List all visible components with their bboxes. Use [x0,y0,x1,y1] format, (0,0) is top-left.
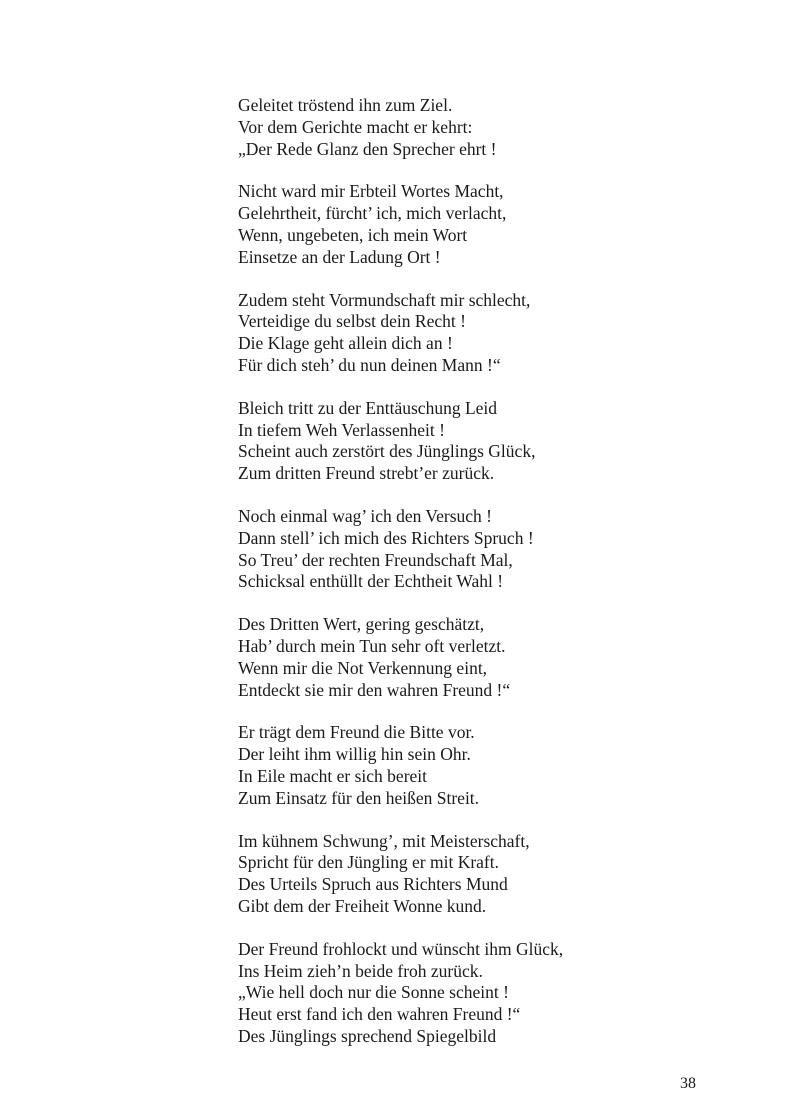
stanza-9 [238,939,658,1048]
poem-line: Geleitet tröstend ihn zum Ziel. [238,95,453,115]
poem-line: Schicksal enthüllt der Echtheit Wahl ! [238,571,504,592]
poem-line: Der leiht ihm willig hin sein Ohr. [238,744,471,765]
poem-line: Der Freund frohlockt und wünscht ihm Glück, [238,938,564,959]
poem-line: Vor dem Gerichte macht er kehrt: [238,116,473,137]
poem-body [238,95,658,1069]
poem-line: Wenn mir die Not Verkennung eint, [238,657,488,678]
poem-line: Für dich steh’ du nun deinen Mann !“ [238,354,501,375]
stanza-8 [238,831,658,918]
poem-line: Bleich tritt zu der Enttäuschung Leid [238,397,498,418]
poem-line: Nicht ward mir Erbteil Wortes Macht, [238,181,504,202]
poem-line: Spricht für den Jüngling er mit Kraft. [238,852,499,873]
poem-line: Verteidige du selbst dein Recht ! [238,311,466,332]
poem-line: Ins Heim zieh’n beide froh zurück. [238,960,483,981]
poem-line: Gelehrtheit, fürcht’ ich, mich verlacht, [238,203,507,224]
poem-line: Zudem steht Vormundschaft mir schlecht, [238,289,531,310]
poem-line: Entdeckt sie mir den wahren Freund !“ [238,679,511,700]
poem-line: Zum dritten Freund strebt’er zurück. [238,463,495,484]
poem-line: Dann stell’ ich mich des Richters Spruch ! [238,527,534,548]
poem-line: Hab’ durch mein Tun sehr oft verletzt. [238,635,506,656]
poem-line: Gibt dem der Freiheit Wonne kund. [238,895,487,916]
page-number: 38 [680,1075,696,1092]
poem-line: Er trägt dem Freund die Bitte vor. [238,722,475,743]
stanza-6 [238,614,658,701]
poem-line: Im kühnem Schwung’, mit Meisterschaft, [238,830,530,851]
poem-line: Wenn, ungebeten, ich mein Wort [238,224,468,245]
poem-line: Zum Einsatz für den heißen Streit. [238,787,480,808]
poem-line: In tiefem Weh Verlassenheit ! [238,419,445,440]
poem-line: Einsetze an der Ladung Ort ! [238,246,441,267]
poem-line: Scheint auch zerstört des Jünglings Glück, [238,441,536,462]
poem-line: „Der Rede Glanz den Sprecher ehrt ! [238,138,497,159]
stanza-2 [238,181,658,268]
poem-line: Des Jünglings sprechend Spiegelbild [238,1025,497,1046]
poem-line: In Eile macht er sich bereit [238,765,428,786]
poem-line: Die Klage geht allein dich an ! [238,333,453,354]
poem-line: Noch einmal wag’ ich den Versuch ! [238,505,492,526]
stanza-7 [238,722,658,809]
poem-line: So Treu’ der rechten Freundschaft Mal, [238,549,513,570]
poem-line: Heut erst fand ich den wahren Freund !“ [238,1004,521,1025]
poem-line: „Wie hell doch nur die Sonne scheint ! [238,982,509,1003]
poem-line: Des Urteils Spruch aus Richters Mund [238,874,508,895]
stanza-3 [238,290,658,377]
stanza-5 [238,506,658,593]
stanza-1 [238,95,658,160]
poem-line: Des Dritten Wert, gering geschätzt, [238,614,485,635]
stanza-4 [238,398,658,485]
